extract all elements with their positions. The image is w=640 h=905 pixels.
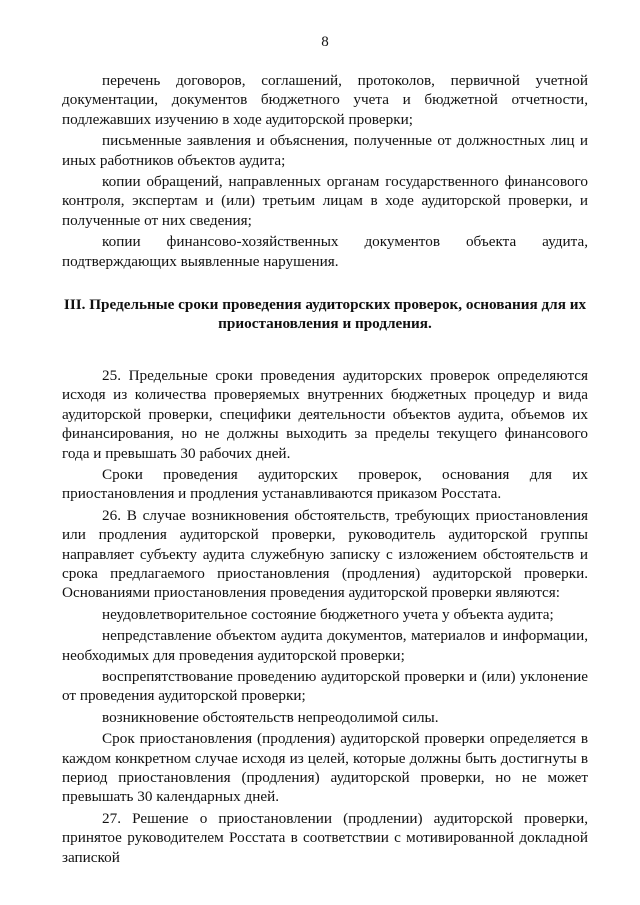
list-item: воспрепятствование проведению аудиторской проверки и (или) уклонение от проведения аудиторской проверки; [62,667,588,705]
list-item: копии финансово-хозяйственных документов объекта аудита, подтверждающих выявленные нарушения. [62,233,588,270]
page-number: 8 [321,34,329,50]
paragraph: Срок приостановления (продления) аудиторской проверки определяется в каждом конкретном случае исходя из целей, которые должны быть достигнуты в период приостановления (продления) аудиторской проверки, но не может превышать 30 календарных дней. [62,730,588,806]
list-item: непредставление объектом аудита документов, материалов и информации, необходимых для проведения аудиторской проверки; [62,627,588,664]
list-item: письменные заявления и объяснения, полученные от должностных лиц и иных работников объектов аудита; [62,132,588,169]
list-item: копии обращений, направленных органам государственного финансового контроля, экспертам и (или) третьим лицам в ходе аудиторской проверки, и полученные от них сведения; [62,173,588,229]
section-title: III. Предельные сроки проведения аудиторских проверок, основания для их приостановления и продления. [63,296,587,333]
list-item: перечень договоров, соглашений, протоколов, первичной учетной документации, документов бюджетного учета и бюджетной отчетности, подлежавших изучению в ходе аудиторской проверки; [62,72,588,128]
paragraph: Сроки проведения аудиторских проверок, основания для их приостановления и продления устанавливаются приказом Росстата. [62,465,588,503]
list-item: возникновение обстоятельств непреодолимой силы. [102,708,439,726]
list-item: неудовлетворительное состояние бюджетного учета у объекта аудита; [102,605,554,623]
paragraph-25: 25. Предельные сроки проведения аудиторских проверок определяются исходя из количества проверяемых внутренних бюджетных процедур и вида аудиторской проверки, специфики деятельности объектов аудита, объемов их финансирования, но не должны выходить за пределы текущего финансового года и превышать 30 рабочих дней. [62,366,588,462]
paragraph-27: 27. Решение о приостановлении (продлении) аудиторской проверки, принятое руководителем Росстата в соответствии с мотивированной докладной запиской [62,809,588,866]
paragraph-26: 26. В случае возникновения обстоятельств, требующих приостановления или продления аудиторской проверки, руководитель аудиторской группы направляет субъекту аудита служебную записку с изложением обстоятельств и срока предлагаемого приостановления (продления) аудиторской проверки. Основаниями приостановления проведения аудиторской проверки являются: [62,506,588,602]
